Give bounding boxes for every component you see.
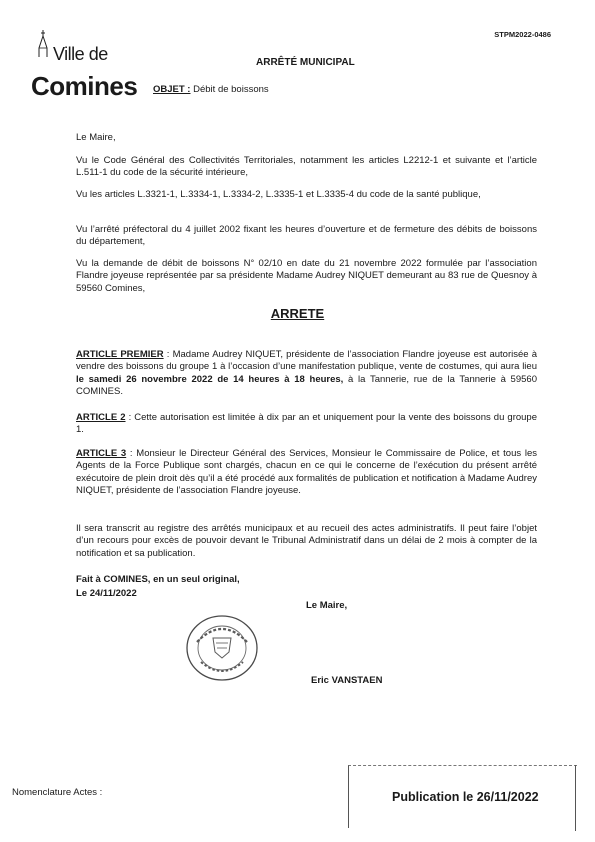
article-3-text: : Monsieur le Directeur Général des Services, Monsieur le Commissaire de Police, et tous les Agents de la Force Publique sont chargés, chacun en ce qui le concerne de l’exécution du présent arrêté exécutoire de plein droit dès qu’il a été procédé aux formalités de publication et notification à Madame Audrey NIQUET, présidente de l’association Flandre joyeuse. [76,448,537,496]
paragraph-vu-cgct: Vu le Code Général des Collectivités Territoriales, notamment les articles L2212-1 et suivante et l’article L.511-1 du code de la sécurité intérieure, [76,155,537,179]
objet-line [153,84,269,95]
article-premier-date: le samedi 26 novembre 2022 de 14 heures à 18 heures, [76,373,344,385]
signature-name: Eric VANSTAEN [311,675,383,686]
arrete-heading: ARRETE [270,306,325,321]
logo-comines: Comines [31,71,138,101]
publication-frame-edge [575,765,576,831]
municipal-stamp [183,612,261,684]
article-3-label: ARTICLE 3 [76,448,127,459]
objet-label: OBJET : [153,84,191,95]
article-2 [76,412,537,437]
paragraph-maire: Le Maire, [76,132,116,143]
publication-date: Publication le 26/11/2022 [392,790,539,804]
objet-text: Débit de boissons [193,84,269,95]
article-premier [76,349,537,398]
fait-date: Le 24/11/2022 [76,588,137,599]
logo-ville-de: Ville de [53,44,108,64]
article-premier-text: : Madame Audrey NIQUET, présidente de l’association Flandre joyeuse est autorisée à vendre des boissons du groupe 1 à l’occasion d’une manifestation publique, vente de costumes, qui aura lieu [76,349,537,373]
fait-a-comines [76,573,240,601]
nomenclature-label: Nomenclature Actes : [12,787,103,798]
article-2-text: : Cette autorisation est limitée à dix par an et uniquement pour la vente des boissons du groupe 1. [76,412,538,436]
paragraph-vu-prefectoral: Vu l’arrêté préfectoral du 4 juillet 2002 fixant les heures d’ouverture et de fermeture des débits de boissons du département, [76,224,537,248]
article-premier-label: ARTICLE PREMIER [76,349,164,360]
paragraph-vu-sante: Vu les articles L.3321-1, L.3334-1, L.3334-2, L.3335-1 et L.3335-4 du code de la santé publique, [76,189,481,200]
article-premier-location: à la Tannerie, rue de la Tannerie à 59560 COMINES. [76,373,537,397]
church-spire-icon [36,30,50,58]
article-3 [76,448,537,497]
paragraph-vu-demande: Vu la demande de débit de boissons N° 02/10 en date du 21 novembre 2022 formulée par l’association Flandre joyeuse représentée par sa présidente Madame Audrey NIQUET demeurant au 83 rue de Quesnoy à 59560 Comines, [76,258,537,294]
signature-role: Le Maire, [306,600,348,611]
article-2-label: ARTICLE 2 [76,412,126,423]
page-title: ARRÊTÉ MUNICIPAL [256,57,355,68]
document-reference: STPM2022-0486 [494,30,551,39]
fait-line: Fait à COMINES, en un seul original, [76,574,240,585]
paragraph-transcrit: Il sera transcrit au registre des arrêtés municipaux et au recueil des actes administratifs. Il peut faire l’objet d’un recours pour excès de pouvoir devant le Tribunal Administratif dans un délai de 2 mois à compter de la notification et sa publication. [76,523,537,559]
